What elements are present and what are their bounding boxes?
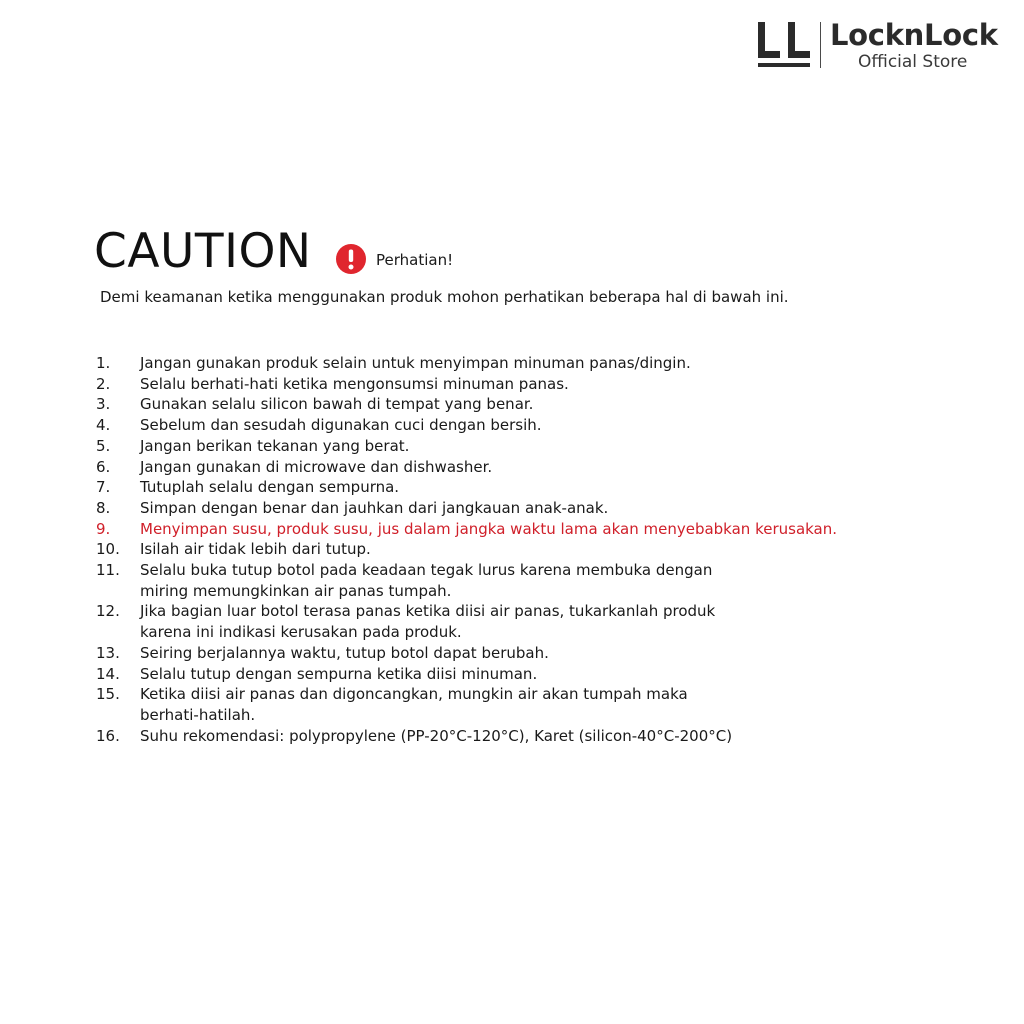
rule-item: [96, 519, 996, 540]
rule-text-line: Selalu buka tutup botol pada keadaan tegak lurus karena membuka dengan: [140, 561, 713, 580]
rule-number: 8.: [96, 498, 111, 517]
rule-text-line: Menyimpan susu, produk susu, jus dalam jangka waktu lama akan menyebabkan kerusakan.: [140, 519, 838, 538]
rule-text: [140, 436, 996, 457]
rule-item: [96, 726, 996, 747]
rule-number: 3.: [96, 395, 111, 414]
rule-number: 16.: [96, 726, 120, 745]
rule-text-line: berhati-hatilah.: [140, 705, 256, 724]
brand-name: LocknLock: [830, 18, 998, 52]
rule-text-line: Selalu berhati-hati ketika mengonsumsi minuman panas.: [140, 374, 569, 393]
rule-number: 5.: [96, 436, 111, 455]
caution-subtitle: Perhatian!: [376, 251, 454, 269]
rule-number: 1.: [96, 354, 111, 372]
rule-number: 9.: [96, 519, 111, 538]
brand-logo: [757, 18, 1007, 72]
locknlock-ll-logo-icon: [757, 20, 813, 68]
rule-text-line: Sebelum dan sesudah digunakan cuci dengan bersih.: [140, 416, 542, 435]
rule-text-line: karena ini indikasi kerusakan pada produk.: [140, 623, 462, 642]
rule-text-line: Jika bagian luar botol terasa panas ketika diisi air panas, tukarkanlah produk: [140, 602, 716, 621]
rule-text-line: Isilah air tidak lebih dari tutup.: [140, 540, 371, 559]
rule-item: [96, 643, 996, 664]
rule-text-line: Jangan gunakan produk selain untuk menyimpan minuman panas/dingin.: [140, 354, 691, 372]
rule-text: [140, 726, 996, 747]
rule-text: [140, 601, 996, 642]
rule-text: [140, 457, 996, 478]
rule-item: [96, 539, 996, 560]
rule-item: [96, 664, 996, 685]
rule-item: [96, 353, 996, 374]
rule-text: [140, 539, 996, 560]
rule-text: [140, 394, 996, 415]
rule-text-line: Jangan berikan tekanan yang berat.: [140, 436, 410, 455]
rule-item: [96, 601, 996, 642]
rule-item: [96, 498, 996, 519]
rule-item: [96, 684, 996, 725]
caution-rules-list: [96, 353, 996, 746]
rule-text: [140, 519, 996, 540]
rule-number: 14.: [96, 664, 120, 683]
intro-text: Demi keamanan ketika menggunakan produk mohon perhatikan beberapa hal di bawah ini.: [100, 288, 789, 306]
rule-text: [140, 353, 996, 374]
rule-text: [140, 498, 996, 519]
rule-number: 10.: [96, 540, 120, 559]
rule-number: 6.: [96, 457, 111, 476]
rule-text-line: Seiring berjalannya waktu, tutup botol dapat berubah.: [140, 643, 549, 662]
rule-item: [96, 560, 996, 601]
rule-text: [140, 374, 996, 395]
rule-text: [140, 415, 996, 436]
rule-text-line: Suhu rekomendasi: polypropylene (PP-20°C-120°C), Karet (silicon-40°C-200°C): [140, 726, 733, 745]
brand-divider: [820, 22, 821, 68]
rule-number: 13.: [96, 643, 120, 662]
rule-number: 4.: [96, 416, 111, 435]
rule-text-line: Gunakan selalu silicon bawah di tempat yang benar.: [140, 395, 534, 414]
rule-text: [140, 560, 996, 601]
rule-item: [96, 374, 996, 395]
rule-text: [140, 684, 996, 725]
rule-item: [96, 415, 996, 436]
rule-text: [140, 477, 996, 498]
rule-item: [96, 394, 996, 415]
brand-subtitle: Official Store: [858, 52, 968, 72]
exclamation-circle-icon: [335, 243, 367, 275]
rule-text-line: Simpan dengan benar dan jauhkan dari jangkauan anak-anak.: [140, 498, 609, 517]
rule-item: [96, 436, 996, 457]
rule-text-line: Jangan gunakan di microwave dan dishwasher.: [140, 457, 493, 476]
rule-number: 15.: [96, 685, 120, 704]
rule-number: 12.: [96, 602, 120, 621]
rule-number: 7.: [96, 478, 111, 497]
rule-item: [96, 477, 996, 498]
rule-text: [140, 664, 996, 685]
rule-number: 2.: [96, 374, 111, 393]
rule-text-line: miring memungkinkan air panas tumpah.: [140, 581, 452, 600]
rule-text-line: Ketika diisi air panas dan digoncangkan, mungkin air akan tumpah maka: [140, 685, 688, 704]
rule-text-line: Tutuplah selalu dengan sempurna.: [140, 478, 400, 497]
rule-number: 11.: [96, 561, 120, 580]
rule-item: [96, 457, 996, 478]
caution-title: CAUTION: [94, 224, 312, 279]
rule-text: [140, 643, 996, 664]
rule-text-line: Selalu tutup dengan sempurna ketika diisi minuman.: [140, 664, 538, 683]
